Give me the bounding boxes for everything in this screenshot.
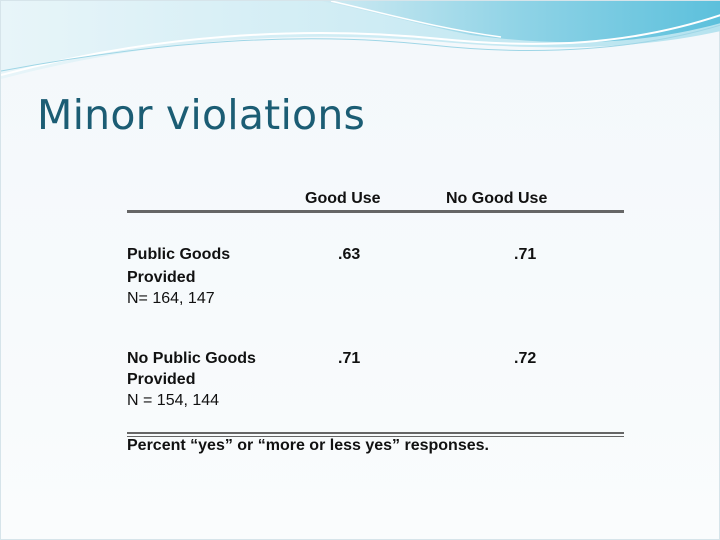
footer-rule-top: [127, 432, 624, 434]
table-footnote: Percent “yes” or “more or less yes” responses.: [127, 437, 489, 454]
column-header-good-use: Good Use: [305, 190, 381, 207]
header-swoosh-decoration: [1, 1, 720, 91]
row-n-text: N = 154, 144: [127, 392, 220, 409]
row-label-line2: Provided: [127, 371, 196, 388]
row-label-line2: Provided: [127, 269, 196, 286]
row-label-line1: No Public Goods: [127, 350, 256, 367]
column-header-no-good-use: No Good Use: [446, 190, 548, 207]
row-n-text: N= 164, 147: [127, 290, 215, 307]
results-table: [127, 181, 624, 461]
cell-good-use: .71: [338, 350, 361, 367]
row-label-line1: Public Goods: [127, 246, 231, 263]
cell-good-use: .63: [338, 246, 361, 263]
slide-title: Minor violations: [37, 91, 366, 139]
header-rule: [127, 210, 624, 213]
cell-no-good-use: .71: [514, 246, 537, 263]
cell-no-good-use: .72: [514, 350, 537, 367]
